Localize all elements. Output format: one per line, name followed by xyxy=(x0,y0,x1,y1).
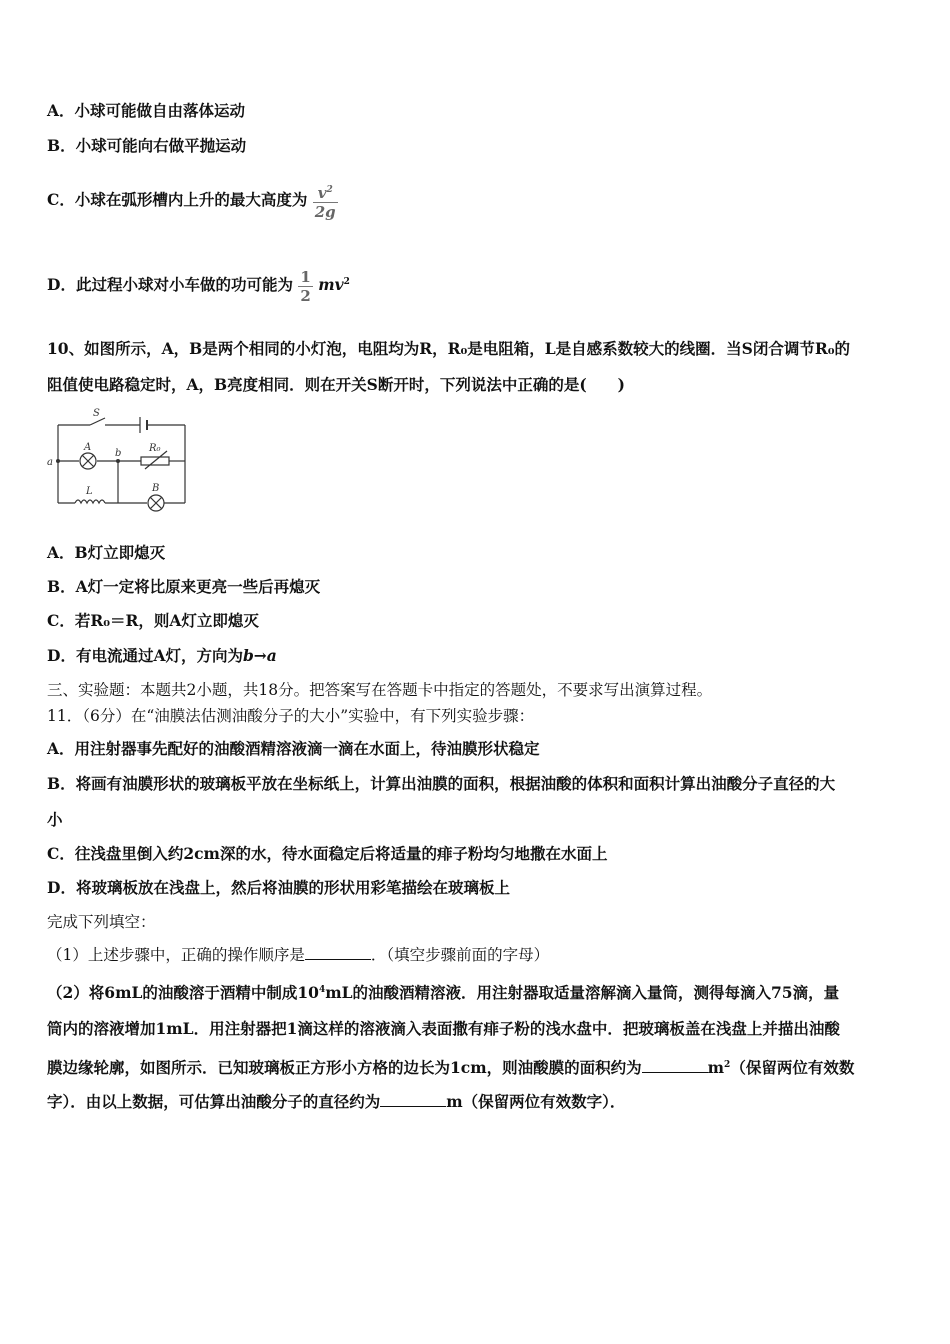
q9-option-a: A．小球可能做自由落体运动 xyxy=(47,101,246,120)
q11-fill-heading: 完成下列填空： xyxy=(47,913,156,931)
section3-heading: 三、实验题：本题共2小题，共18分。把答案写在答题卡中指定的答题处，不要求写出演算过程。 xyxy=(47,681,713,699)
q10-stem-line2: 阻值使电路稳定时，A，B亮度相同．则在开关S断开时，下列说法中正确的是( ) xyxy=(47,375,625,394)
q10-option-d: D．有电流通过A灯，方向为b→a xyxy=(47,646,277,665)
q10-option-b: B．A灯一定将比原来更亮一些后再熄灭 xyxy=(47,577,321,596)
q11-step-b-line2: 小 xyxy=(47,810,63,829)
q11-part2-line2: 筒内的溶液增加1mL．用注射器把1滴这样的溶液滴入表面撒有痱子粉的浅水盘中．把玻璃板盖在浅盘上并描出油酸 xyxy=(47,1019,840,1038)
fraction-v2-over-2g: $\frac{v^2}{2g}$ xyxy=(313,181,338,221)
q10-stem-line1: 10、如图所示，A，B是两个相同的小灯泡，电阻均为R，R₀是电阻箱，L是自感系数较大的线圈．当S闭合调节R₀的 xyxy=(47,339,851,358)
switch-label: S xyxy=(93,408,100,419)
q11-intro: 11．（6分）在“油膜法估测油酸分子的大小”实验中，有下列实验步骤： xyxy=(47,707,535,725)
q11-step-a: A．用注射器事先配好的油酸酒精溶液滴一滴在水面上，待油膜形状稳定 xyxy=(47,739,540,758)
q11-part2-line1: （2）将6mL的油酸溶于酒精中制成$10^4mL$的油酸酒精溶液．用注射器取适量溶解滴入量筒，测得每滴入75滴，量 xyxy=(47,983,840,1003)
lamp-b-label: B xyxy=(152,483,160,494)
answer-blank-diameter[interactable] xyxy=(380,1092,446,1107)
fraction-one-half: $\frac{1}{2}$ xyxy=(300,267,311,305)
node-b-label: b xyxy=(115,448,122,459)
q11-step-b-line1: B．将画有油膜形状的玻璃板平放在坐标纸上，计算出油膜的面积，根据油酸的体积和面积计算出油酸分子直径的大 xyxy=(47,774,836,793)
resistor-label: R₀ xyxy=(149,443,161,454)
answer-blank-order[interactable] xyxy=(305,945,371,960)
q10-option-c: C．若R₀＝R，则A灯立即熄灭 xyxy=(47,611,259,630)
q9-option-c: C．小球在弧形槽内上升的最大高度为 $\frac{v^2}{2g}$ xyxy=(47,176,338,224)
q11-part2-line4: 字）．由以上数据，可估算出油酸分子的直径约为 m（保留两位有效数字）． xyxy=(47,1092,626,1111)
q10-option-a: A．B灯立即熄灭 xyxy=(47,543,166,562)
inductor-label: L xyxy=(86,486,93,497)
answer-blank-area[interactable] xyxy=(642,1058,708,1073)
node-a-label: a xyxy=(47,457,53,468)
q9-option-d: D．此过程小球对小车做的功可能为 $\frac{1}{2}$ $mv^2$ xyxy=(47,267,350,305)
circuit-diagram xyxy=(45,405,195,515)
q11-part1: （1）上述步骤中，正确的操作顺序是 ．（填空步骤前面的字母） xyxy=(47,946,550,964)
lamp-a-label: A xyxy=(84,442,92,453)
q11-step-d: D．将玻璃板放在浅盘上，然后将油膜的形状用彩笔描绘在玻璃板上 xyxy=(47,878,510,897)
q9-option-b: B．小球可能向右做平抛运动 xyxy=(47,136,247,155)
q11-step-c: C．往浅盘里倒入约2cm深的水，待水面稳定后将适量的痱子粉均匀地撒在水面上 xyxy=(47,844,608,863)
q11-part2-line3: 膜边缘轮廓，如图所示．已知玻璃板正方形小方格的边长为1cm，则油酸膜的面积约为 $m^2$（保留两位有效数 xyxy=(47,1058,855,1078)
